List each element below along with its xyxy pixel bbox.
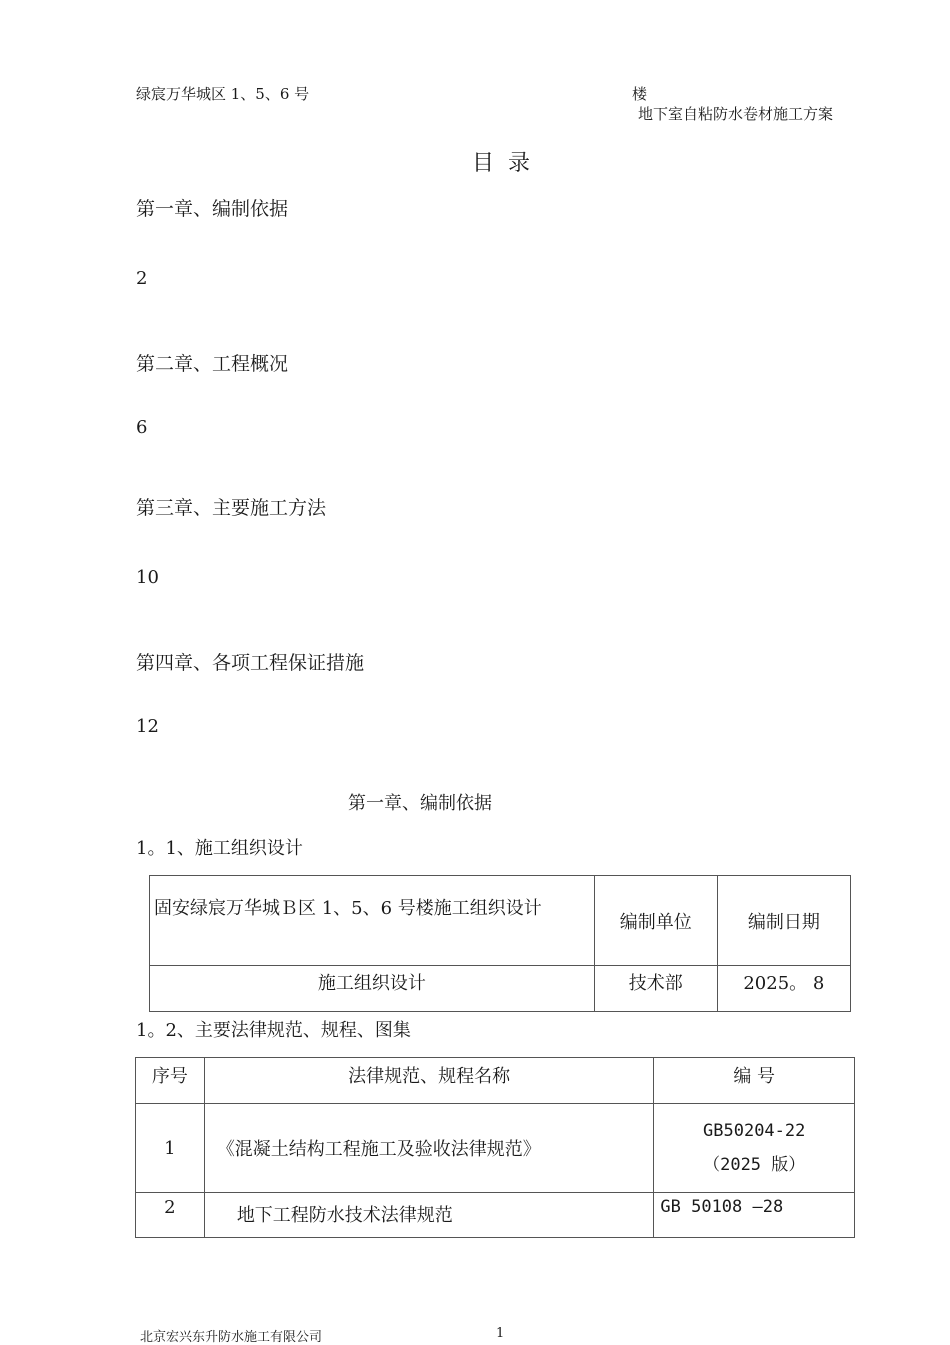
table2-header-no: 序号 [136,1058,205,1104]
construction-design-table [149,875,851,1012]
header-right-top: 楼 [632,85,648,103]
toc-item-3: 第三章、主要施工方法 [136,497,327,519]
footer-company: 北京宏兴东升防水施工有限公司 [140,1330,323,1345]
table2-row2-no: 2 [136,1193,205,1238]
table-row [136,1104,855,1193]
table1-cell-title: 施工组织设计 [150,966,595,1012]
section-heading-1: 1。1、施工组织设计 [136,838,303,859]
toc-title: 目录 [472,151,545,176]
table2-row2-name: 地下工程防水技术法律规范 [204,1193,654,1238]
regulations-table [135,1057,855,1238]
toc-page-3: 10 [136,567,159,588]
table2-row1-no: 1 [136,1104,205,1193]
footer-page-number: 1 [496,1326,505,1341]
table2-row1-code [654,1104,855,1193]
table2-row1-name: 《混凝土结构工程施工及验收法律规范》 [204,1104,654,1193]
table2-row1-code-edition: （2025 版） [703,1155,806,1175]
chapter-title: 第一章、编制依据 [348,793,492,814]
table2-header-name: 法律规范、规程名称 [204,1058,654,1104]
section-heading-2: 1。2、主要法律规范、规程、图集 [136,1020,411,1041]
table-row [136,1193,855,1238]
toc-item-1: 第一章、编制依据 [136,198,289,220]
table1-cell-date: 2025。 8 [717,966,850,1012]
table1-header-title: 固安绿宸万华城Ｂ区 1、5、6 号楼施工组织设计 [150,876,595,966]
table2-row1-code-main: GB50204-22 [703,1121,806,1141]
toc-page-2: 6 [136,417,148,438]
header-left: 绿宸万华城区 1、5、6 号 [136,85,310,103]
toc-item-2: 第二章、工程概况 [136,353,289,375]
table1-cell-unit: 技术部 [594,966,717,1012]
toc-page-1: 2 [136,268,148,289]
table2-row2-code: GB 50108 —28 [654,1193,855,1238]
toc-page-4: 12 [136,716,159,737]
table2-header-code: 编 号 [654,1058,855,1104]
table1-header-unit: 编制单位 [594,876,717,966]
header-right: 地下室自粘防水卷材施工方案 [638,105,834,123]
toc-item-4: 第四章、各项工程保证措施 [136,652,365,674]
table1-header-date: 编制日期 [717,876,850,966]
